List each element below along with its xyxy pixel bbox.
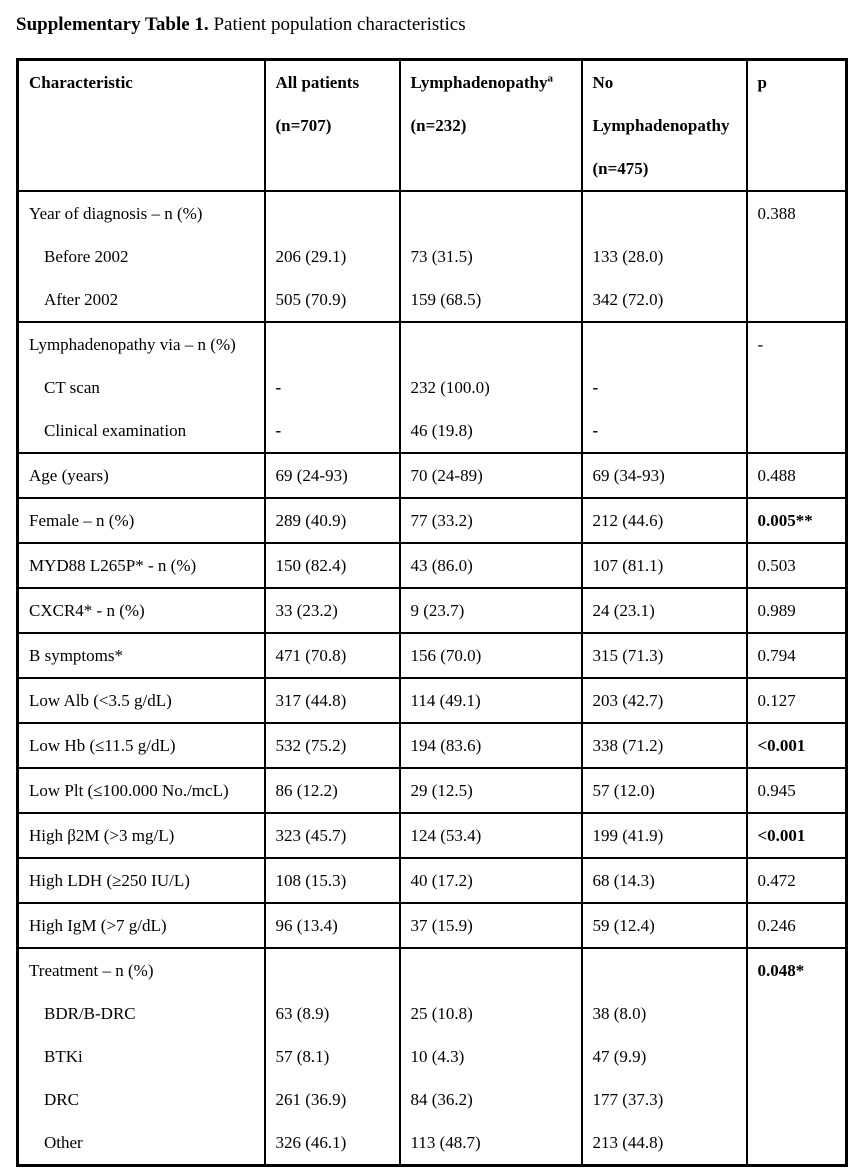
lymphadenopathy-label: Lymphadenopathy <box>410 73 548 92</box>
header-characteristic <box>18 60 265 192</box>
cell-line: 206 (29.1) <box>275 247 347 266</box>
p-value: 0.503 <box>757 556 796 575</box>
cell-line: CT scan <box>44 378 100 397</box>
lymphadenopathy-cell <box>400 543 582 588</box>
all-patients-cell <box>265 678 400 723</box>
p-value-cell <box>747 498 847 543</box>
characteristic-cell <box>18 813 265 858</box>
lymphadenopathy-cell <box>400 588 582 633</box>
header-cell-line: No <box>592 73 614 92</box>
lymphadenopathy-cell <box>400 678 582 723</box>
characteristic-cell <box>18 498 265 543</box>
cell-line: Lymphadenopathy via – n (%) <box>29 335 236 354</box>
cell-line: 289 (40.9) <box>275 511 347 530</box>
p-value: 0.989 <box>757 601 796 620</box>
table-row <box>18 191 847 322</box>
cell-line: 471 (70.8) <box>275 646 347 665</box>
table-row <box>18 453 847 498</box>
characteristic-cell <box>18 633 265 678</box>
cell-line: 108 (15.3) <box>275 871 347 890</box>
no-lymphadenopathy-cell <box>582 588 747 633</box>
lymphadenopathy-cell <box>400 723 582 768</box>
all-patients-cell <box>265 588 400 633</box>
cell-line: Low Alb (<3.5 g/dL) <box>29 691 172 710</box>
no-lymphadenopathy-cell <box>582 948 747 1166</box>
table-row <box>18 543 847 588</box>
table-row <box>18 948 847 1166</box>
lymphadenopathy-cell <box>400 858 582 903</box>
no-lymphadenopathy-cell <box>582 813 747 858</box>
cell-line <box>266 949 399 992</box>
cell-line: Before 2002 <box>44 247 129 266</box>
header-cell-line: Lymphadenopathy <box>592 116 730 135</box>
all-patients-cell <box>265 903 400 948</box>
cell-line: 212 (44.6) <box>592 511 664 530</box>
lymphadenopathy-cell <box>400 768 582 813</box>
cell-line: 150 (82.4) <box>275 556 347 575</box>
no-lymphadenopathy-cell <box>582 678 747 723</box>
lymphadenopathy-cell <box>400 453 582 498</box>
table-caption <box>16 14 466 36</box>
cell-line: - <box>275 421 282 440</box>
cell-line: 43 (86.0) <box>410 556 473 575</box>
cell-line: 156 (70.0) <box>410 646 482 665</box>
table-caption-text: Patient population characteristics <box>208 14 466 35</box>
cell-line: After 2002 <box>44 290 119 309</box>
cell-line: 37 (15.9) <box>410 916 473 935</box>
cell-line: 25 (10.8) <box>410 1004 473 1023</box>
cell-line: 213 (44.8) <box>592 1133 664 1152</box>
cell-line: 68 (14.3) <box>592 871 655 890</box>
header-cell-line: p <box>757 73 767 92</box>
all-patients-cell <box>265 633 400 678</box>
cell-line: BTKi <box>44 1047 83 1066</box>
cell-line: 57 (8.1) <box>275 1047 330 1066</box>
cell-line: 9 (23.7) <box>410 601 465 620</box>
cell-line: 177 (37.3) <box>592 1090 664 1109</box>
table-row <box>18 633 847 678</box>
cell-line: 326 (46.1) <box>275 1133 347 1152</box>
header-cell-line: All patients <box>275 73 360 92</box>
p-value: 0.048* <box>757 961 805 980</box>
cell-line: - <box>592 421 599 440</box>
p-value: 0.488 <box>757 466 796 485</box>
patient-characteristics-table <box>16 58 848 1167</box>
p-value: - <box>757 335 764 354</box>
cell-line: 114 (49.1) <box>410 691 481 710</box>
all-patients-cell <box>265 813 400 858</box>
p-value-cell <box>747 678 847 723</box>
p-value-cell <box>747 633 847 678</box>
no-lymphadenopathy-cell <box>582 191 747 322</box>
header-cell-line: (n=475) <box>592 159 649 178</box>
p-value: 0.388 <box>757 204 796 223</box>
cell-line: 232 (100.0) <box>410 378 490 397</box>
cell-line: BDR/B-DRC <box>44 1004 136 1023</box>
cell-line: 38 (8.0) <box>592 1004 647 1023</box>
cell-line: 10 (4.3) <box>410 1047 465 1066</box>
p-value: 0.005** <box>757 511 813 530</box>
cell-line: 342 (72.0) <box>592 290 664 309</box>
characteristic-cell <box>18 588 265 633</box>
cell-line: High β2M (>3 mg/L) <box>29 826 175 845</box>
p-value-cell <box>747 723 847 768</box>
cell-line: 73 (31.5) <box>410 247 473 266</box>
cell-line: 159 (68.5) <box>410 290 482 309</box>
cell-line: 77 (33.2) <box>410 511 473 530</box>
lymphadenopathy-cell <box>400 191 582 322</box>
table-row <box>18 678 847 723</box>
table-row <box>18 903 847 948</box>
no-lymphadenopathy-cell <box>582 858 747 903</box>
cell-line: High LDH (≥250 IU/L) <box>29 871 190 890</box>
p-value: <0.001 <box>757 826 806 845</box>
header-p-value <box>747 60 847 192</box>
no-lymphadenopathy-cell <box>582 543 747 588</box>
no-lymphadenopathy-cell <box>582 322 747 453</box>
all-patients-cell <box>265 858 400 903</box>
cell-line: 57 (12.0) <box>592 781 655 800</box>
cell-line: 113 (48.7) <box>410 1133 481 1152</box>
characteristic-cell <box>18 858 265 903</box>
characteristic-cell <box>18 768 265 813</box>
cell-line: - <box>592 378 599 397</box>
cell-line: 107 (81.1) <box>592 556 664 575</box>
cell-line: Female – n (%) <box>29 511 135 530</box>
all-patients-cell <box>265 322 400 453</box>
characteristic-cell <box>18 453 265 498</box>
lymphadenopathy-cell <box>400 813 582 858</box>
p-value: 0.472 <box>757 871 796 890</box>
cell-line: 199 (41.9) <box>592 826 664 845</box>
characteristic-cell <box>18 903 265 948</box>
cell-line <box>583 192 746 235</box>
cell-line: 124 (53.4) <box>410 826 482 845</box>
cell-line: 46 (19.8) <box>410 421 473 440</box>
lymphadenopathy-cell <box>400 498 582 543</box>
characteristic-cell <box>18 322 265 453</box>
header-cell-line: (n=232) <box>410 116 467 135</box>
header-cell-line: (n=707) <box>275 116 332 135</box>
table-row <box>18 858 847 903</box>
p-value-cell <box>747 768 847 813</box>
no-lymphadenopathy-cell <box>582 498 747 543</box>
cell-line: DRC <box>44 1090 79 1109</box>
cell-line: Year of diagnosis – n (%) <box>29 204 203 223</box>
cell-line: 315 (71.3) <box>592 646 664 665</box>
p-value-cell <box>747 191 847 322</box>
all-patients-cell <box>265 948 400 1166</box>
characteristic-cell <box>18 678 265 723</box>
cell-line: 24 (23.1) <box>592 601 655 620</box>
table-caption-number: Supplementary Table 1. <box>16 14 209 35</box>
header-all-patients <box>265 60 400 192</box>
cell-line: 69 (24-93) <box>275 466 348 485</box>
lymphadenopathy-cell <box>400 948 582 1166</box>
all-patients-cell <box>265 191 400 322</box>
table-row <box>18 588 847 633</box>
lymphadenopathy-cell <box>400 903 582 948</box>
cell-line <box>266 323 399 366</box>
no-lymphadenopathy-cell <box>582 633 747 678</box>
p-value-cell <box>747 453 847 498</box>
cell-line: 40 (17.2) <box>410 871 473 890</box>
p-value: 0.246 <box>757 916 796 935</box>
all-patients-cell <box>265 453 400 498</box>
header-lymphadenopathy <box>400 60 582 192</box>
cell-line <box>266 192 399 235</box>
cell-line <box>401 949 581 992</box>
p-value-cell <box>747 948 847 1166</box>
cell-line: 133 (28.0) <box>592 247 664 266</box>
header-cell-line <box>401 61 581 104</box>
cell-line: 338 (71.2) <box>592 736 664 755</box>
cell-line: 203 (42.7) <box>592 691 664 710</box>
characteristic-cell <box>18 948 265 1166</box>
footnote-marker: a <box>547 72 553 85</box>
cell-line: 505 (70.9) <box>275 290 347 309</box>
cell-line: 323 (45.7) <box>275 826 347 845</box>
p-value-cell <box>747 588 847 633</box>
cell-line: 194 (83.6) <box>410 736 482 755</box>
cell-line: 86 (12.2) <box>275 781 338 800</box>
cell-line: 33 (23.2) <box>275 601 338 620</box>
cell-line: 317 (44.8) <box>275 691 347 710</box>
cell-line: Low Hb (≤11.5 g/dL) <box>29 736 176 755</box>
cell-line: Clinical examination <box>44 421 187 440</box>
p-value-cell <box>747 813 847 858</box>
p-value: 0.794 <box>757 646 796 665</box>
cell-line: Age (years) <box>29 466 109 485</box>
table-row <box>18 768 847 813</box>
characteristic-cell <box>18 723 265 768</box>
no-lymphadenopathy-cell <box>582 453 747 498</box>
characteristic-cell <box>18 543 265 588</box>
p-value: 0.127 <box>757 691 796 710</box>
cell-line: Low Plt (≤100.000 No./mcL) <box>29 781 229 800</box>
all-patients-cell <box>265 723 400 768</box>
cell-line <box>401 192 581 235</box>
cell-line: 47 (9.9) <box>592 1047 647 1066</box>
cell-line: High IgM (>7 g/dL) <box>29 916 167 935</box>
p-value: <0.001 <box>757 736 806 755</box>
cell-line: 532 (75.2) <box>275 736 347 755</box>
table-row <box>18 498 847 543</box>
no-lymphadenopathy-cell <box>582 903 747 948</box>
cell-line: 84 (36.2) <box>410 1090 473 1109</box>
p-value-cell <box>747 322 847 453</box>
cell-line: 63 (8.9) <box>275 1004 330 1023</box>
cell-line: Treatment – n (%) <box>29 961 154 980</box>
cell-line: CXCR4* - n (%) <box>29 601 145 620</box>
p-value-cell <box>747 903 847 948</box>
table-row <box>18 322 847 453</box>
cell-line <box>583 323 746 366</box>
cell-line: 261 (36.9) <box>275 1090 347 1109</box>
cell-line: MYD88 L265P* - n (%) <box>29 556 197 575</box>
lymphadenopathy-cell <box>400 322 582 453</box>
p-value-cell <box>747 543 847 588</box>
characteristic-cell <box>18 191 265 322</box>
table-row <box>18 813 847 858</box>
all-patients-cell <box>265 768 400 813</box>
p-value-cell <box>747 858 847 903</box>
cell-line <box>401 323 581 366</box>
cell-line: - <box>275 378 282 397</box>
cell-line: 70 (24-89) <box>410 466 483 485</box>
cell-line: 96 (13.4) <box>275 916 338 935</box>
cell-line: B symptoms* <box>29 646 123 665</box>
no-lymphadenopathy-cell <box>582 768 747 813</box>
all-patients-cell <box>265 498 400 543</box>
cell-line: Other <box>44 1133 83 1152</box>
lymphadenopathy-cell <box>400 633 582 678</box>
cell-line: 29 (12.5) <box>410 781 473 800</box>
header-cell-line: Characteristic <box>29 73 133 92</box>
cell-line: 59 (12.4) <box>592 916 655 935</box>
no-lymphadenopathy-cell <box>582 723 747 768</box>
cell-line <box>583 949 746 992</box>
table-row <box>18 723 847 768</box>
p-value: 0.945 <box>757 781 796 800</box>
header-row <box>18 60 847 192</box>
header-no-lymphadenopathy <box>582 60 747 192</box>
all-patients-cell <box>265 543 400 588</box>
cell-line: 69 (34-93) <box>592 466 665 485</box>
